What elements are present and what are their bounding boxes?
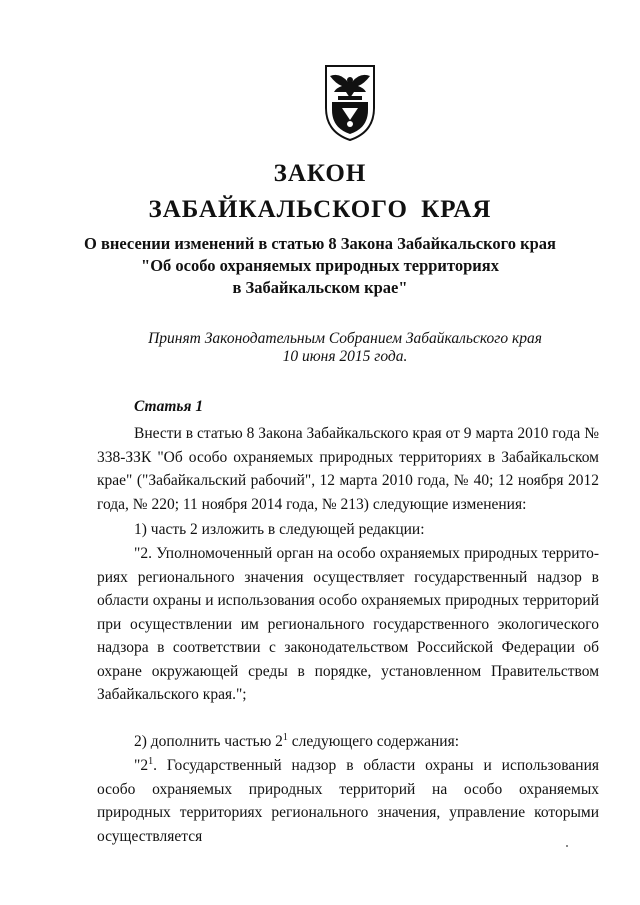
item-2-text-superscript: 1 bbox=[148, 756, 154, 767]
amendment-item-1: 1) часть 2 изложить в следующей редакции: bbox=[134, 521, 425, 538]
subtitle-line-3: в Забайкальском крае" bbox=[232, 278, 408, 297]
item-2-text-body: . Государственный надзор в области охраны и использования особо охраняемых природных территорий на особо охраняемых природных территориях регионального значения, управление которыми осуществляется bbox=[97, 757, 599, 845]
subtitle-line-1: О внесении изменений в статью 8 Закона Забайкальского края bbox=[84, 234, 556, 253]
scan-artifact-dot bbox=[566, 845, 568, 847]
item-2-suffix: следующего содержания: bbox=[287, 733, 460, 751]
title-line-1: ЗАКОН bbox=[273, 160, 367, 187]
item-2-prefix: 2) дополнить частью 2 bbox=[134, 733, 283, 751]
amendment-item-1-text: "2. Уполномоченный орган на особо охраняемых природных территориях регионального значения осуществляет государственный надзор в области охраны и использования особо охраняемых природных территорий при осуществлении им регионального государственного экологического надзора в соответствии с законодательством Российской Федерации об охране окружающей среды в порядке, установленном Правительством Забайкальского края."; bbox=[97, 545, 599, 703]
amendment-item-2-text bbox=[97, 750, 599, 848]
coat-of-arms-emblem bbox=[318, 62, 382, 142]
article-intro-paragraph: Внести в статью 8 Закона Забайкальского края от 9 марта 2010 года № 338-ЗЗК "Об особо охраняемых природных территориях в Забайкальском крае" ("Забайкальский рабочий", 12 марта 2010 года, № 40; 12 ноября 2012 года, № 220; 11 ноября 2014 года, № 213) следующие изменения: bbox=[97, 425, 599, 513]
article-heading: Статья 1 bbox=[134, 398, 204, 415]
adoption-date: 10 июня 2015 года. bbox=[282, 348, 408, 365]
title-line-2: ЗАБАЙКАЛЬСКОГО КРАЯ bbox=[148, 196, 492, 223]
item-2-text-prefix: "2 bbox=[134, 757, 149, 775]
adoption-line-1: Принят Законодательным Собранием Забайкальского края bbox=[148, 330, 542, 347]
item-2-superscript: 1 bbox=[282, 732, 288, 743]
subtitle-line-2: "Об особо охраняемых природных территориях bbox=[141, 256, 499, 275]
